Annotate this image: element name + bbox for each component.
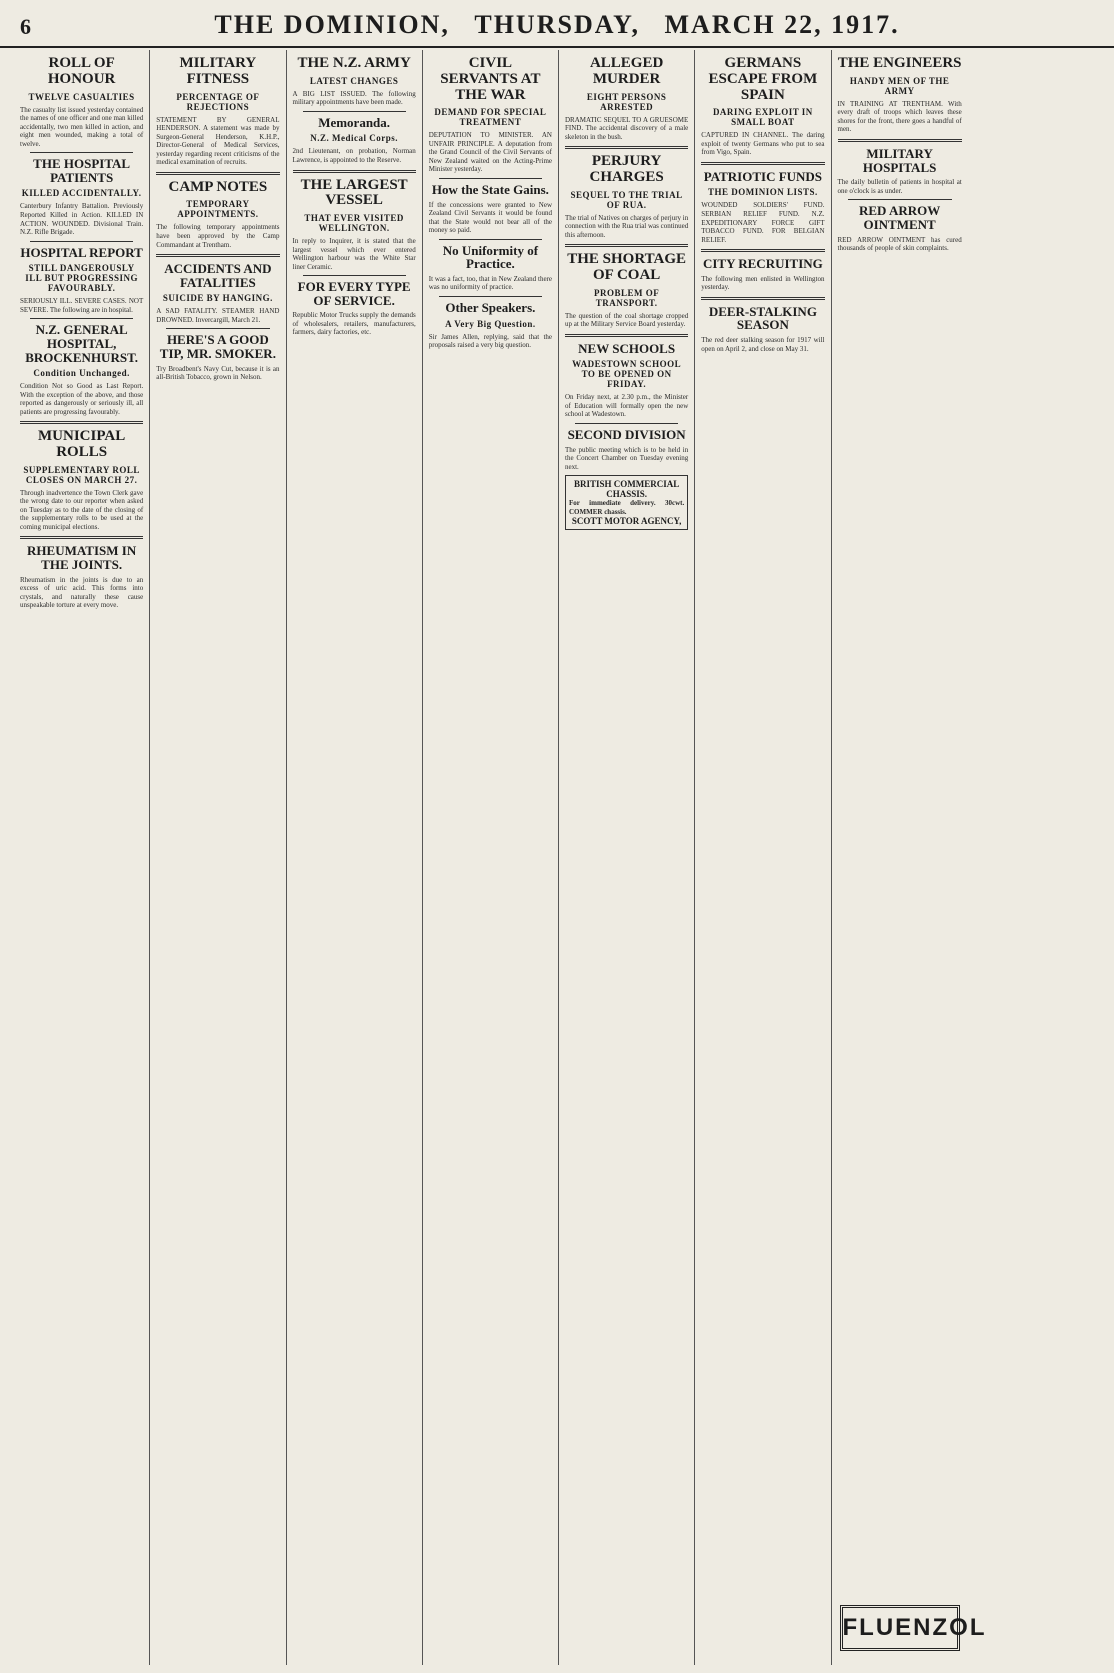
subhead: Condition Unchanged. [33,368,130,379]
headline: SECOND DIVISION [567,426,686,442]
article-text: The casualty list issued yesterday contained the names of one officer and one man killed accidentally, two men killed in action, and eight men wounded, making a total of twelve. [20,105,144,148]
article-text: The question of the coal shortage cropped up at the Military Service Board yesterday. [565,311,689,329]
headline: THE SHORTAGE OF COAL [567,251,687,283]
headline: PATRIOTIC FUNDS [703,168,823,184]
article-text: Canterbury Infantry Battalion. Previously Reported Killed in Action. KILLED IN ACTION. WOUNDED. Divisional Train. N.Z. Rifle Brigade. [20,202,144,237]
headline: FOR EVERY TYPE OF SERVICE. [297,279,411,308]
subhead: HANDY MEN OF THE ARMY [849,75,950,96]
headline: THE N.Z. ARMY [297,55,411,71]
headline: MILITARY HOSPITALS [862,145,937,175]
subhead: SUICIDE BY HANGING. [162,293,273,304]
headline: N.Z. GENERAL HOSPITAL, BROCKENHURST. [25,322,139,365]
column-7 [832,50,987,1665]
headline: THE HOSPITAL PATIENTS [33,156,131,185]
article-text: The following temporary appointments have been approved by the Camp Commandant at Trentham. [156,223,280,249]
headline: No Uniformity of Practice. [442,242,539,272]
article-text: STATEMENT BY GENERAL HENDERSON. A statement was made by Surgeon-General Henderson, K.H.P., Director-General of Medical Services, yesterday regarding recent criticisms of the medical examination of recruits. [156,115,280,167]
article-text: If the concessions were granted to New Zealand Civil Servants it would be found that the State would not bear all of the money so paid. [428,200,552,235]
newspaper-columns [14,50,1104,1665]
advertisement [565,475,688,530]
headline: GERMANS ESCAPE FROM SPAIN [708,55,818,103]
column-1 [14,50,150,1665]
article-text: 2nd Lieutenant, on probation, Norman Lawrence, is appointed to the Reserve. [292,147,416,164]
headline: HOSPITAL REPORT [20,244,143,260]
headline: NEW SCHOOLS [578,340,676,356]
article-text: CAPTURED IN CHANNEL. The daring exploit of twenty Germans who put to sea from Vigo, Spain. [701,131,825,157]
subhead: WADESTOWN SCHOOL TO BE OPENED ON FRIDAY. [572,359,682,390]
subhead: PERCENTAGE OF REJECTIONS [176,91,260,112]
subhead: DARING EXPLOIT IN SMALL BOAT [712,107,813,128]
paper-day: THURSDAY, [474,10,640,39]
ad-text: For immediate delivery. 30cwt. COMMER chassis. [569,499,685,516]
article-text: Condition Not so Good as Last Report. With the exception of the above, and those reported as dangerously or seriously ill, all patients are progressing favourably. [20,382,144,416]
headline: ALLEGED MURDER [589,55,664,87]
article-text: Sir James Allen, replying, said that the proposals raised a very big question. [428,332,552,350]
headline: HERE'S A GOOD TIP, MR. SMOKER. [159,332,276,362]
subhead: SEQUEL TO THE TRIAL OF RUA. [570,189,683,210]
article-text: The trial of Natives on charges of perjury in connection with the Rua trial was continued this afternoon. [565,213,689,239]
headline: MUNICIPAL ROLLS [38,428,126,461]
column-6 [695,50,831,1665]
column-2 [150,50,286,1665]
article-text: A SAD FATALITY. STEAMER HAND DROWNED. Invercargill, March 21. [156,307,280,324]
headline: Memoranda. [318,114,391,130]
article-text: WOUNDED SOLDIERS' FUND. SERBIAN RELIEF FUND. N.Z. EXPEDITIONARY FORCE GIFT TOBACCO FUND. FOR BELGIAN RELIEF. [701,201,825,244]
subhead: THE DOMINION LISTS. [707,187,818,198]
fluenzol-advertisement: FLUENZOL [840,1605,960,1651]
column-4 [423,50,559,1665]
headline: RED ARROW OINTMENT [858,203,941,232]
subhead: TWELVE CASUALTIES [28,91,135,102]
article-text: A BIG LIST ISSUED. The following military appointments have been made. [292,89,416,107]
article-text: On Friday next, at 2.30 p.m., the Minister of Education will formally open the new school at Wadestown. [565,393,689,419]
ad-headline: BRITISH COMMERCIAL CHASSIS. [573,479,680,500]
article-text: In reply to Inquirer, it is stated that the largest vessel which ever entered Wellington harbour was the White Star liner Ceramic. [292,237,416,271]
headline: RHEUMATISM IN THE JOINTS. [27,543,137,573]
article-text: The following men enlisted in Wellington yesterday. [701,274,825,292]
headline: THE LARGEST VESSEL [300,176,408,209]
article-text: It was a fact, too, that in New Zealand there was no uniformity of practice. [428,274,552,292]
subhead: EIGHT PERSONS ARRESTED [586,91,667,112]
subhead: PROBLEM OF TRANSPORT. [594,287,660,308]
subhead: DEMAND FOR SPECIAL TREATMENT [434,107,547,128]
subhead: STILL DANGEROUSLY ILL BUT PROGRESSING FAVOURABLY. [25,263,139,294]
subhead: KILLED ACCIDENTALLY. [21,188,142,199]
article-text: The public meeting which is to be held in the Concert Chamber on Tuesday evening next. [565,445,689,471]
article-text: DEPUTATION TO MINISTER. AN UNFAIR PRINCIPLE. A deputation from the Grand Council of the Civil Servants of New Zealand waited on the Acting-Prime Minister yesterday. [428,131,552,174]
headline: CAMP NOTES [168,178,268,195]
subhead: THAT EVER VISITED WELLINGTON. [304,213,404,234]
article-text: DRAMATIC SEQUEL TO A GRUESOME FIND. The accidental discovery of a male skeleton in the bush. [565,115,689,141]
headline: ROLL OF HONOUR [47,55,116,87]
ad-brand: SCOTT MOTOR AGENCY, [571,516,682,527]
column-3 [287,50,423,1665]
article-text: Republic Motor Trucks supply the demands of wholesalers, retailers, manufacturers, farmers, dairy factories, etc. [292,311,416,337]
article-text: Through inadvertence the Town Clerk gave the wrong date to our reporter when asked on Tuesday as to the date of the closing of the supplementary rolls to be used at the coming municipal elections. [20,488,144,531]
subhead: LATEST CHANGES [309,75,399,86]
paper-title [0,10,1114,40]
article-text: Rheumatism in the joints is due to an excess of uric acid. This forms into crystals, and naturally these cause unspeakable torture at every move. [20,575,144,610]
column-5 [559,50,695,1665]
subhead: A Very Big Question. [445,318,536,329]
headline: ACCIDENTS AND FATALITIES [164,261,272,290]
article-text: Try Broadbent's Navy Cut, because it is an all-British Tobacco, grown in Nelson. [156,364,280,382]
article-text: SERIOUSLY ILL. SEVERE CASES. NOT SEVERE. The following are in hospital. [20,297,144,314]
headline: DEER-STALKING SEASON [708,303,817,333]
subhead: TEMPORARY APPOINTMENTS. [177,199,259,220]
subhead: SUPPLEMENTARY ROLL CLOSES ON MARCH 27. [23,464,140,485]
headline: PERJURY CHARGES [589,153,664,185]
headline: CIVIL SERVANTS AT THE WAR [440,55,541,103]
headline: MILITARY FITNESS [179,55,257,87]
masthead [0,0,1114,48]
headline: CITY RECRUITING [702,256,823,272]
article-text: The red deer stalking season for 1917 will open on April 2, and close on May 31. [701,336,825,353]
subhead: N.Z. Medical Corps. [310,133,398,144]
article-text: RED ARROW OINTMENT has cured thousands of people of skin complaints. [837,235,962,253]
page-number: 6 [20,14,31,39]
paper-date: MARCH 22, 1917. [664,10,900,39]
article-text: IN TRAINING AT TRENTHAM. With every draft of troops which leaves these shores for the front, there goes a handful of men. [837,99,962,134]
headline: How the State Gains. [431,181,549,197]
headline: Other Speakers. [445,300,536,316]
paper-name: THE DOMINION, [214,10,450,39]
headline: THE ENGINEERS [837,55,962,71]
article-text: The daily bulletin of patients in hospital at one o'clock is as under. [837,178,962,195]
